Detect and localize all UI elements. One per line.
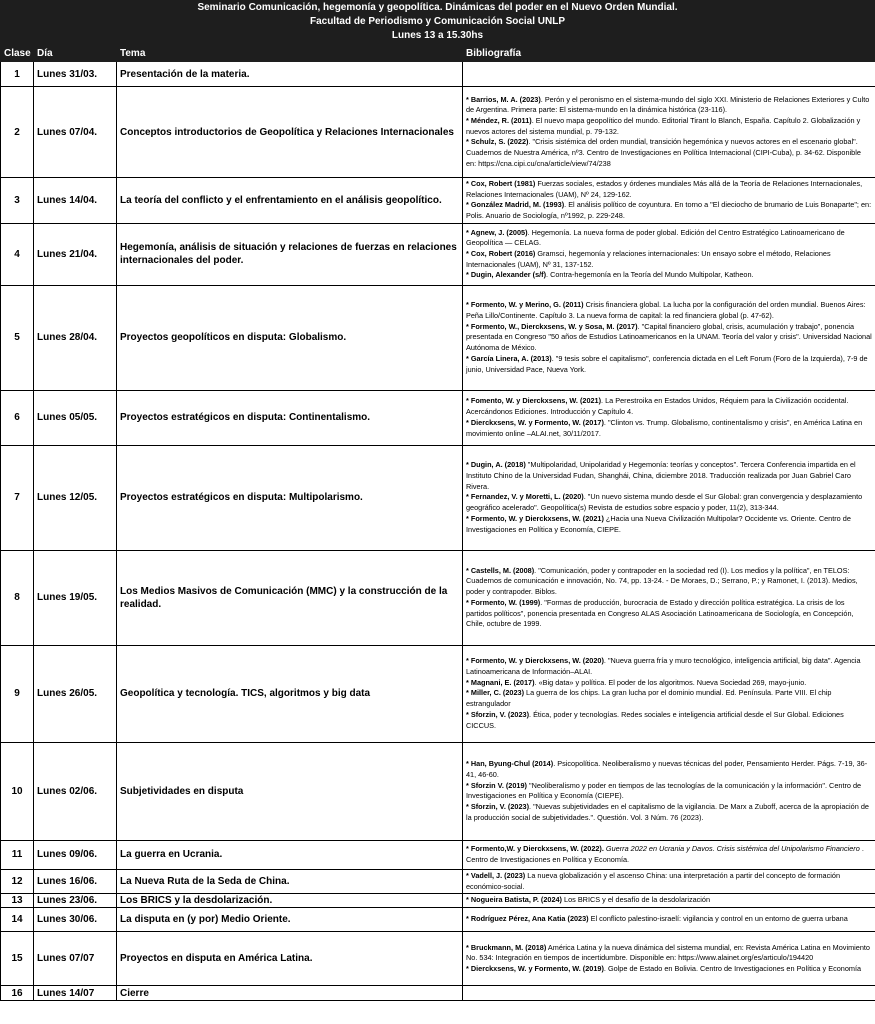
bibliography-entry [466, 179, 872, 200]
bibliography-entry [466, 781, 872, 802]
bullet-asterisk: * [466, 709, 471, 719]
class-topic: Proyectos estratégicos en disputa: Continentalismo. [117, 390, 463, 445]
entry-author: Formento, W. (1999) [470, 597, 541, 607]
class-date: Lunes 09/06. [34, 840, 117, 869]
table-row [1, 986, 875, 1001]
bullet-asterisk: * [466, 248, 471, 258]
column-header-clase: Clase [1, 45, 34, 62]
bibliography-entry [466, 514, 872, 535]
bibliography-entry [466, 137, 872, 169]
bullet-asterisk: * [466, 492, 471, 502]
column-header-dia: Día [34, 45, 117, 62]
class-date: Lunes 07/04. [34, 87, 117, 178]
entry-text: . Perón y el peronismo en el sistema-mundo del siglo XXI. Ministerio de Relaciones Exteriores y Culto de Argentina. Primera parte: El sistema-mundo en la dinámica histórica (23-116). [466, 94, 870, 115]
clase-number: 10 [1, 742, 34, 840]
class-date: Lunes 12/05. [34, 445, 117, 550]
class-date: Lunes 28/04. [34, 285, 117, 390]
bullet-asterisk: * [466, 895, 471, 905]
class-date: Lunes 23/06. [34, 894, 117, 908]
bibliography-entry [466, 802, 872, 823]
entry-text: Gramsci, hegemonía y relaciones internacionales: Un ensayo sobre el método, Relaciones Internacionales (UAM), Nº 31, 137-152. [466, 248, 831, 269]
class-date: Lunes 05/05. [34, 390, 117, 445]
class-date: Lunes 26/05. [34, 645, 117, 742]
bibliography-cell [463, 390, 875, 445]
entry-author: Vadell, J. (2023) [470, 870, 526, 880]
entry-text: . «Big data» y política. El poder de los algoritmos. Nueva Sociedad 269, mayo-junio. [534, 677, 807, 687]
class-date: Lunes 14/07 [34, 986, 117, 1001]
bibliography-cell [463, 645, 875, 742]
bullet-asterisk: * [466, 802, 471, 812]
bullet-asterisk: * [466, 942, 471, 952]
bullet-asterisk: * [466, 115, 471, 125]
class-topic: Cierre [117, 986, 463, 1001]
bullet-asterisk: * [466, 688, 471, 698]
entry-author: Méndez, R. (2011) [470, 115, 532, 125]
bibliography-entry [466, 914, 872, 925]
entry-author: Formento, W. y Dierckxsens, W. (2020) [470, 656, 604, 666]
class-topic: La teoría del conflicto y el enfrentamiento en el análisis geopolítico. [117, 178, 463, 224]
entry-text: . La Perestroika en Estados Unidos, Réquiem para la Civilización occidental. Acercándonos Ediciones. Introducción y Capítulo 4. [466, 396, 849, 417]
table-body [1, 62, 875, 1001]
entry-text: "Neoliberalismo y poder en tiempos de las tecnologías de la comunicación y la información". Centro de Investigaciones en Política y Economía (CIEPE). [466, 780, 862, 801]
table-row [1, 390, 875, 445]
bibliography-entry [466, 871, 872, 892]
entry-author: Fernandez, V. y Moretti, L. (2020) [470, 492, 584, 502]
bullet-asterisk: * [466, 417, 471, 427]
bullet-asterisk: * [466, 300, 471, 310]
class-topic: Proyectos estratégicos en disputa: Multipolarismo. [117, 445, 463, 550]
class-date: Lunes 07/07 [34, 932, 117, 986]
entry-author: Cox, Robert (2016) [470, 248, 536, 258]
bullet-asterisk: * [466, 759, 471, 769]
bibliography-cell [463, 445, 875, 550]
entry-text: . El análisis político de coyuntura. En torno a "El dieciocho de brumario de Luis Bonaparte"; en: Polis. Anuario de Sociología, nº1992, p. 229-248. [466, 200, 872, 221]
entry-title-italic: Guerra 2022 en Ucrania y Davos. Crisis sistémica del Unipolarismo Financiero [603, 844, 860, 854]
class-topic: La Nueva Ruta de la Seda de China. [117, 869, 463, 893]
bibliography-entry [466, 249, 872, 270]
entry-author: Barrios, M. A. (2023) [470, 94, 541, 104]
bibliography-cell [463, 223, 875, 285]
bullet-asterisk: * [466, 844, 471, 854]
entry-text: . "Un nuevo sistema mundo desde el Sur Global: gran convergencia y desplazamiento geográfico acelerado". Geopolítica(s) Revista de estudios sobre espacio y poder, 11(2), 313-344. [466, 492, 863, 513]
entry-text: . Contra-hegemonía en la Teoría del Mundo Multipolar, Katheon. [546, 270, 754, 280]
entry-text: . "Nueva guerra fría y muro tecnológico, inteligencia artificial, big data". Agencia Latinoamericana de Información–ALAI. [466, 656, 861, 677]
table-row [1, 445, 875, 550]
bullet-asterisk: * [466, 353, 471, 363]
entry-author: Sforzin V. (2019) [470, 780, 527, 790]
bibliography-cell [463, 932, 875, 986]
entry-author: Dierckxsens, W. y Formento, W. (2017) [470, 417, 604, 427]
table-row [1, 87, 875, 178]
entry-text: . Golpe de Estado en Bolivia. Centro de Investigaciones en Política y Economía [603, 964, 862, 974]
entry-author: Han, Byung-Chul (2014) [470, 759, 554, 769]
table-header-row [1, 45, 875, 62]
entry-text: . Centro de Investigaciones en Política y Economía. [466, 844, 864, 864]
bibliography-entry [466, 322, 872, 354]
entry-author: Dugin, Alexander (s/f) [470, 270, 547, 280]
entry-text: América Latina y la nueva dinámica del sistema mundial, en: Revista América Latina en Movimiento No. 534: Integración en tiempos de incertidumbre. Disponible en: https://www.alainet.org/es/articulo/194420 [466, 942, 870, 963]
bibliography-entry [466, 418, 872, 439]
document-header [0, 0, 875, 44]
bullet-asterisk: * [466, 94, 471, 104]
entry-text: . Hegemonía. La nueva forma de poder global. Edición del Centro Estratégico Latinoamericano de Geopolítica — CELAG. [466, 227, 845, 248]
clase-number: 4 [1, 223, 34, 285]
entry-text: . El nuevo mapa geopolítico del mundo. Editorial Tirant lo Blanch, España. Capítulo 2. Globalización y nuevos actores del sistema mundial, p. 79-132. [466, 115, 861, 136]
entry-author: Fomento, W. y Dierckxsens, W. (2021) [470, 396, 602, 406]
bibliography-cell [463, 894, 875, 908]
bibliography-entry [466, 228, 872, 249]
class-topic: Proyectos en disputa en América Latina. [117, 932, 463, 986]
bibliography-entry [466, 688, 872, 709]
clase-number: 9 [1, 645, 34, 742]
bullet-asterisk: * [466, 870, 471, 880]
bullet-asterisk: * [466, 270, 471, 280]
table-row [1, 62, 875, 87]
class-date: Lunes 19/05. [34, 550, 117, 645]
bibliography-entry [466, 895, 872, 906]
table-row [1, 869, 875, 893]
bullet-asterisk: * [466, 513, 471, 523]
table-row [1, 908, 875, 932]
entry-text: Los BRICS y el desafío de la desdolarización [562, 895, 711, 905]
clase-number: 15 [1, 932, 34, 986]
entry-author: Formento, W., Dierckxsens, W. y Sosa, M. (2017) [470, 321, 638, 331]
class-topic: Geopolítica y tecnología. TICS, algoritmos y big data [117, 645, 463, 742]
entry-author: Sforzin, V. (2023) [470, 802, 530, 812]
bibliography-entry [466, 492, 872, 513]
bibliography-entry [466, 943, 872, 964]
entry-text: . "Formas de producción, burocracia de Estado y dirección política estratégica. La crisis de los partidos políticos", ponencia presentada en Congreso ALAS Asociación Latinoamericana de Sociología, en Concepción, Chile, octubre de 1999. [466, 597, 854, 629]
entry-author: González Madrid, M. (1993) [470, 200, 565, 210]
clase-number: 2 [1, 87, 34, 178]
entry-text: . "Capital financiero global, crisis, acumulación y trabajo", ponencia presentada en Congreso "50 años de Estudios Latinoamericanos en la UNAM. Teoría del valor y crisis". Universidad Nacional Autónoma de México. [466, 321, 872, 353]
syllabus-table [0, 44, 875, 1001]
bibliography-cell [463, 986, 875, 1001]
column-header-bibliografia: Bibliografía [463, 45, 875, 62]
header-title: Seminario Comunicación, hegemonía y geopolítica. Dinámicas del poder en el Nuevo Orden Mundial. [197, 2, 678, 13]
clase-number: 7 [1, 445, 34, 550]
entry-author: Bruckmann, M. (2018) [470, 942, 547, 952]
class-date: Lunes 30/06. [34, 908, 117, 932]
table-row [1, 223, 875, 285]
clase-number: 8 [1, 550, 34, 645]
entry-text: La guerra de los chips. La gran lucha por el dominio mundial. Ed. Península. Parte VIII. El chip estrangulador [466, 688, 832, 709]
entry-text: Fuerzas sociales, estados y órdenes mundiales Más allá de la Teoría de Relaciones Internacionales, Relaciones Internacionales (UAM), Nº 24, 129-162. [466, 179, 863, 199]
clase-number: 6 [1, 390, 34, 445]
entry-author: Dugin, A. (2018) [470, 460, 526, 470]
class-date: Lunes 14/04. [34, 178, 117, 224]
entry-author: Sforzin, V. (2023) [470, 709, 530, 719]
bullet-asterisk: * [466, 321, 471, 331]
clase-number: 3 [1, 178, 34, 224]
bibliography-entry [466, 116, 872, 137]
table-row [1, 840, 875, 869]
entry-text: La nueva globalización y el ascenso China: una interpretación a partir del concepto de formación económico-social. [466, 870, 841, 891]
class-topic: Proyectos geopolíticos en disputa: Globalismo. [117, 285, 463, 390]
clase-number: 16 [1, 986, 34, 1001]
bullet-asterisk: * [466, 914, 471, 924]
entry-author: Formento,W. y Dierckxsens, W. (2022). [470, 844, 604, 854]
entry-text: . "Crisis sistémica del orden mundial, transición hegemónica y nuevos actores en el escenario global". Cuadernos de Nuestra América, nº3. Centro de Investigaciones en Política Internacional (CIPI-Cuba), p. 34-62. Disponible en: https://cna.cipi.cu/cna/article/view/74/238 [466, 137, 861, 168]
bullet-asterisk: * [466, 460, 471, 470]
bibliography-cell [463, 908, 875, 932]
entry-text: . "Nuevas subjetividades en el capitalismo de la vigilancia. De Marx a Zuboff, acerca de la apropiación de la producción social de subjetividades.". Questión. Vol. 3 Núm. 76 (2023). [466, 802, 869, 822]
bullet-asterisk: * [466, 179, 471, 188]
bibliography-entry [466, 95, 872, 116]
class-topic: La guerra en Ucrania. [117, 840, 463, 869]
entry-author: Formento, W. y Dierckxsens, W. (2021) [470, 513, 604, 523]
bibliography-cell [463, 87, 875, 178]
bibliography-entry [466, 200, 872, 221]
entry-author: Castells, M. (2008) [470, 565, 535, 575]
bibliography-entry [466, 460, 872, 492]
bibliography-entry [466, 964, 872, 975]
entry-author: Dierckxsens, W. y Formento, W. (2019) [470, 964, 604, 974]
bibliography-entry [466, 710, 872, 731]
entry-author: Agnew, J. (2005) [470, 227, 528, 237]
bibliography-cell [463, 550, 875, 645]
entry-author: Schulz, S. (2022) [470, 137, 529, 147]
entry-author: Magnani, E. (2017) [470, 677, 535, 687]
entry-text: . Psicopolítica. Neoliberalismo y nuevas técnicas del poder, Pensamiento Herder. Págs. 7-19, 36-41, 46-60. [466, 759, 868, 779]
bullet-asterisk: * [466, 677, 471, 687]
bibliography-cell [463, 840, 875, 869]
bullet-asterisk: * [466, 964, 471, 974]
bibliography-entry [466, 300, 872, 321]
bibliography-cell [463, 178, 875, 224]
entry-author: Cox, Robert (1981) [470, 179, 536, 188]
class-topic: Subjetividades en disputa [117, 742, 463, 840]
entry-author: Rodríguez Pérez, Ana Katia (2023) [470, 914, 589, 924]
bullet-asterisk: * [466, 200, 471, 210]
bullet-asterisk: * [466, 396, 471, 406]
clase-number: 11 [1, 840, 34, 869]
class-date: Lunes 16/06. [34, 869, 117, 893]
bullet-asterisk: * [466, 137, 471, 147]
class-topic: Los Medios Masivos de Comunicación (MMC) y la construcción de la realidad. [117, 550, 463, 645]
table-row [1, 550, 875, 645]
clase-number: 5 [1, 285, 34, 390]
clase-number: 1 [1, 62, 34, 87]
table-row [1, 285, 875, 390]
bibliography-cell [463, 742, 875, 840]
entry-author: Miller, C. (2023) [470, 688, 525, 698]
header-faculty: Facultad de Periodismo y Comunicación Social UNLP [309, 16, 566, 27]
bibliography-cell [463, 285, 875, 390]
class-topic: La disputa en (y por) Medio Oriente. [117, 908, 463, 932]
column-header-tema: Tema [117, 45, 463, 62]
header-schedule: Lunes 13 a 15.30hs [391, 30, 484, 41]
bibliography-cell [463, 869, 875, 893]
class-topic: Los BRICS y la desdolarización. [117, 894, 463, 908]
bullet-asterisk: * [466, 780, 471, 790]
bibliography-cell [463, 62, 875, 87]
entry-text: El conflicto palestino-israelí: vigilancia y control en un entorno de guerra urbana [588, 914, 848, 924]
bullet-asterisk: * [466, 597, 471, 607]
entry-text: . "Clinton vs. Trump. Globalismo, continentalismo y crisis", en América Latina en movimiento online –ALAI.net, 30/11/2017. [466, 417, 863, 438]
entry-author: Formento, W. y Merino, G. (2011) [470, 300, 584, 310]
bibliography-entry [466, 598, 872, 630]
bibliography-entry [466, 354, 872, 375]
bibliography-entry [466, 759, 872, 780]
clase-number: 14 [1, 908, 34, 932]
class-date: Lunes 31/03. [34, 62, 117, 87]
entry-author: García Linera, A. (2013) [470, 353, 552, 363]
entry-text: . "Comunicación, poder y contrapoder en la sociedad red (I). Los medios y la política", en TELOS: Cuadernos de comunicación e innovación, No. 74, pp. 13-24. - De Moraes, D.; Serrano, P.; y Ramonet, I. (2013). Medios, poder y contrapoder. Biblos. [466, 565, 858, 597]
entry-text: . Ética, poder y tecnologías. Redes sociales e inteligencia artificial desde el Sur Global. Ediciones CICCUS. [466, 709, 844, 730]
bullet-asterisk: * [466, 656, 471, 666]
class-date: Lunes 21/04. [34, 223, 117, 285]
class-topic: Hegemonía, análisis de situación y relaciones de fuerzas en relaciones internacionales del poder. [117, 223, 463, 285]
bibliography-entry [466, 678, 872, 689]
entry-text: ¿Hacia una Nueva Civilización Multipolar? Occidente vs. Oriente. Centro de Investigaciones en Política y Economía, CIEPE. [466, 513, 851, 534]
clase-number: 13 [1, 894, 34, 908]
bibliography-entry [466, 656, 872, 677]
entry-text: "Multipolaridad, Unipolaridad y Hegemonía: teorías y conceptos". Tercera Conferencia impartida en el Instituto Chino de la Universidad Fudan, Shanghái, China, diciembre 2018. Traducción realizada por Juan Gabriel Caro Rivera. [466, 460, 856, 491]
clase-number: 12 [1, 869, 34, 893]
bibliography-entry [466, 396, 872, 417]
table-row [1, 894, 875, 908]
bullet-asterisk: * [466, 227, 471, 237]
class-date: Lunes 02/06. [34, 742, 117, 840]
table-row [1, 742, 875, 840]
entry-author: Nogueira Batista, P. (2024) [470, 895, 562, 905]
class-topic: Conceptos introductorios de Geopolítica y Relaciones Internacionales [117, 87, 463, 178]
entry-text: . "9 tesis sobre el capitalismo", conferencia dictada en el Left Forum (Foro de la Izquierda), 7-9 de junio, Universidad Pace, Nueva York. [466, 353, 868, 374]
table-row [1, 645, 875, 742]
table-row [1, 932, 875, 986]
bibliography-entry [466, 844, 872, 865]
bibliography-entry [466, 270, 872, 281]
bullet-asterisk: * [466, 565, 471, 575]
table-row [1, 178, 875, 224]
entry-text: Crisis financiera global. La lucha por la configuración del orden mundial. Buenos Aires: Peña Lillo/Continente. Capítulo 3. La nueva forma de capital: la red financiera global (p. 47-62). [466, 300, 866, 321]
class-topic: Presentación de la materia. [117, 62, 463, 87]
bibliography-entry [466, 566, 872, 598]
